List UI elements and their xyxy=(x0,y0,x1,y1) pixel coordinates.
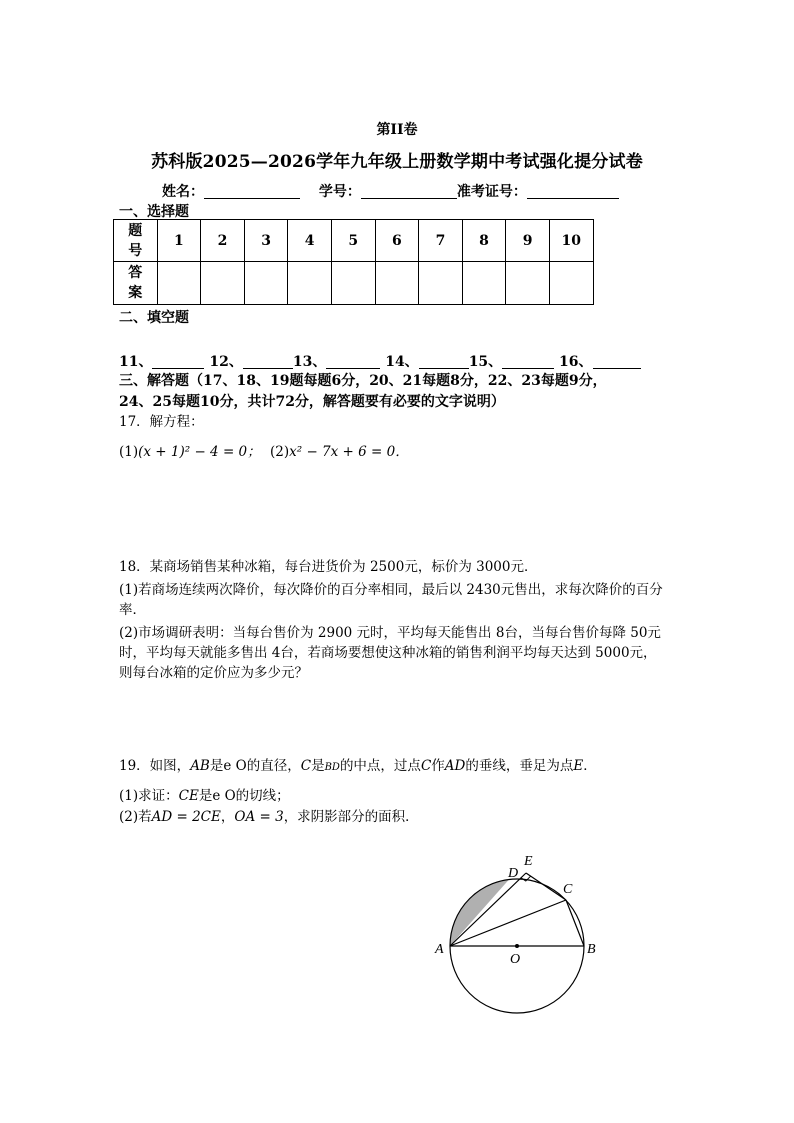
student-info-line xyxy=(162,181,619,201)
question-number: 9 xyxy=(506,220,550,262)
fill-item-label: 13、 xyxy=(292,354,327,370)
row-label-number: 题 号 xyxy=(114,220,158,262)
fill-blank[interactable] xyxy=(419,354,469,369)
answer-table xyxy=(113,219,594,305)
q19-stem: 19．如图，AB是e O的直径，C是BD的中点，过点C作AD的垂线，垂足为点E． xyxy=(119,758,597,774)
q17-part2-equation: x² − 7x + 6 = 0． xyxy=(289,444,409,460)
question-number: 8 xyxy=(462,220,506,262)
question-number: 7 xyxy=(419,220,463,262)
line-cb xyxy=(566,900,584,946)
fill-item-label: 15、 xyxy=(468,354,503,370)
q19-part2: (2)若AD = 2CE，OA = 3，求阴影部分的面积． xyxy=(119,809,419,825)
fill-item-label: 16、 xyxy=(559,354,593,370)
exam-no-field[interactable] xyxy=(527,184,619,199)
name-field[interactable] xyxy=(204,184,300,199)
question-number: 6 xyxy=(375,220,419,262)
geometry-figure xyxy=(420,845,620,1020)
label-o: O xyxy=(510,952,521,967)
answer-cell[interactable] xyxy=(157,262,201,305)
answer-cell[interactable] xyxy=(244,262,288,305)
q17-part1-equation: (x + 1)² − 4 = 0； xyxy=(138,444,261,460)
answer-cell[interactable] xyxy=(462,262,506,305)
q17-part2: (2)x² − 7x + 6 = 0． xyxy=(270,444,409,460)
question-number: 1 xyxy=(157,220,201,262)
answer-cell[interactable] xyxy=(506,262,550,305)
label-b: B xyxy=(587,942,596,957)
section3-heading xyxy=(119,371,607,413)
answer-cell[interactable] xyxy=(201,262,245,305)
fill-blank[interactable] xyxy=(502,354,554,369)
label-a: A xyxy=(435,942,444,957)
section3-heading-line1: 三、解答题（17、18、19题每题6分，20、21每题8分，22、23每题9分， xyxy=(119,373,607,389)
answer-cell[interactable] xyxy=(419,262,463,305)
section2-heading: 二、填空题 xyxy=(119,310,189,326)
q19-part1: (1)求证：CE是e O的切线； xyxy=(119,788,290,804)
fill-blank[interactable] xyxy=(326,354,380,369)
center-point xyxy=(515,944,519,948)
section1-heading: 一、选择题 xyxy=(119,204,189,220)
question-number: 3 xyxy=(244,220,288,262)
id-field[interactable] xyxy=(361,184,457,199)
q18-part2: (2)市场调研表明：当每台售价为 2900 元时，平均每天能售出 8台，当每台售价每降 50元 时，平均每天就能多售出 4台，若商场要想使这种冰箱的销售利润平均每天达到 5000元， 则每台冰箱的定价应为多少元？ xyxy=(119,625,661,681)
table-row xyxy=(114,262,594,305)
q18-part1: (1)若商场连续两次降价，每次降价的百分率相同，最后以 2430元售出，求每次降价的百分 率． xyxy=(119,582,663,618)
table-row xyxy=(114,220,594,262)
answer-cell[interactable] xyxy=(375,262,419,305)
question-number: 5 xyxy=(331,220,375,262)
fill-item-label: 12、 xyxy=(209,354,243,370)
question-number: 10 xyxy=(549,220,593,262)
exam-no-label: 准考证号： xyxy=(456,184,527,200)
arc-bd: BD xyxy=(324,762,340,773)
answer-cell[interactable] xyxy=(331,262,375,305)
fill-blank[interactable] xyxy=(152,354,204,369)
question-number: 4 xyxy=(288,220,332,262)
label-e: E xyxy=(524,854,533,869)
row-label-answer: 答 案 xyxy=(114,262,158,305)
name-label: 姓名： xyxy=(162,184,204,200)
label-c: C xyxy=(563,882,573,897)
q17-stem: 17．解方程： xyxy=(119,414,204,430)
fill-item-label: 11、 xyxy=(119,354,153,370)
q17-part1: (1)(x + 1)² − 4 = 0； xyxy=(119,444,261,460)
id-label: 学号： xyxy=(318,184,361,200)
question-number: 2 xyxy=(201,220,245,262)
answer-cell[interactable] xyxy=(549,262,593,305)
page-title: 苏科版2025—2026学年九年级上册数学期中考试强化提分试卷 xyxy=(151,152,643,172)
fill-item-label: 14、 xyxy=(385,354,419,370)
fill-blank[interactable] xyxy=(243,354,293,369)
fill-blank-line xyxy=(119,351,641,371)
q18-stem: 18．某商场销售某种冰箱，每台进货价为 2500元，标价为 3000元． xyxy=(119,559,538,575)
line-ec xyxy=(526,873,566,900)
answer-cell[interactable] xyxy=(288,262,332,305)
volume-label: 第II卷 xyxy=(376,122,418,138)
label-d: D xyxy=(508,866,519,881)
fill-blank[interactable] xyxy=(593,354,641,369)
section3-heading-line2: 24、25每题10分，共计72分，解答题要有必要的文字说明） xyxy=(119,394,505,410)
